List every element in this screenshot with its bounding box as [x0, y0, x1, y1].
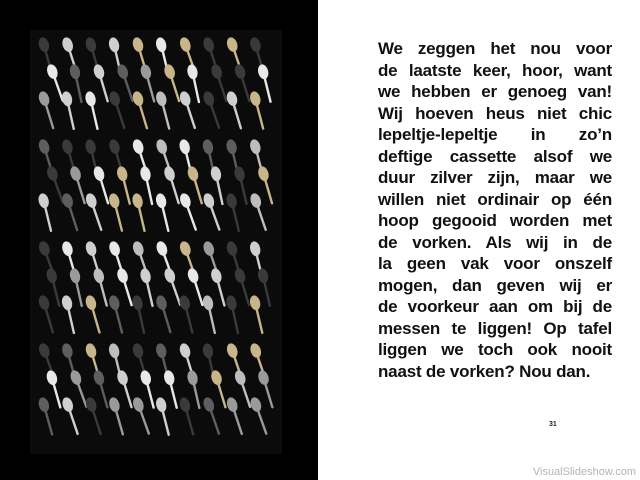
spoon-shape	[61, 294, 80, 335]
spoon-shape	[249, 90, 269, 131]
spoons-illustration	[30, 30, 282, 454]
spoons-photo	[30, 30, 282, 454]
spoon-shape	[202, 90, 224, 131]
body-line: We zeggen het nou voor	[378, 39, 612, 58]
body-line: de voorkeur aan om bij de	[378, 297, 612, 316]
spoon-shape	[84, 90, 103, 131]
spoon-shape	[108, 90, 130, 131]
body-line: lepeltje-lepeltje in zo’n	[378, 125, 612, 144]
spoon-shape	[178, 192, 201, 233]
body-line: la geen vak voor onszelf	[378, 254, 612, 273]
right-page	[318, 0, 640, 480]
body-line: de laatste keer, hoor, want	[378, 60, 612, 80]
body-line: naast de vorken? Nou dan.	[378, 361, 591, 381]
spoon-shape	[155, 396, 174, 437]
spoon-shape	[131, 192, 150, 233]
spoon-shape	[202, 294, 220, 335]
body-line: deftige cassette alsof we	[378, 146, 612, 166]
spoon-shape	[202, 396, 224, 437]
spoon-shape	[155, 90, 175, 131]
body-line: hoop gegooid worden met	[378, 211, 612, 230]
left-page	[0, 0, 318, 480]
body-line: liggen we toch ook nooit	[378, 340, 612, 359]
body-text	[378, 38, 612, 382]
body-line: de vorken. Als wij in de	[378, 232, 612, 252]
spoon-shape	[108, 396, 128, 437]
spoon-shape	[155, 294, 176, 335]
spoon-shape	[37, 192, 56, 233]
page-number: 31	[549, 421, 557, 428]
spoon-shape	[84, 294, 105, 335]
spoon-shape	[61, 396, 83, 437]
spoon-shape	[37, 90, 58, 131]
body-line: duur zilver zijn, maar we	[378, 168, 612, 187]
spoon-shape	[131, 90, 152, 131]
spoon-shape	[131, 294, 149, 335]
spoon-shape	[249, 294, 268, 335]
spoon-shape	[225, 192, 244, 233]
spoon-shape	[108, 192, 128, 233]
body-line: willen niet ordinair op één	[378, 189, 612, 209]
spoon-shape	[178, 294, 198, 335]
body-line: messen te liggen! Op tafel	[378, 318, 612, 338]
body-line: Wij hoeven heus niet chic	[378, 103, 612, 123]
spoon-shape	[84, 192, 106, 233]
spoon-shape	[84, 396, 106, 437]
spoon-shape	[225, 90, 246, 131]
spoon-shape	[225, 294, 243, 335]
spoon-shape	[61, 192, 83, 233]
body-line: mogen, dan geven wij er	[378, 275, 612, 295]
watermark: VisualSlideshow.com	[532, 466, 636, 478]
spoon-shape	[61, 90, 79, 131]
spoon-shape	[131, 396, 154, 437]
spoon-shape	[37, 294, 58, 335]
spoon-shape	[155, 192, 174, 233]
spoon-shape	[249, 396, 272, 437]
body-line: we hebben er genoeg van!	[378, 82, 612, 101]
spoon-shape	[178, 396, 198, 437]
spoon-shape	[108, 294, 128, 335]
spoon-shape	[225, 396, 247, 437]
spoon-shape	[37, 396, 57, 437]
spoon-shape	[249, 192, 271, 233]
